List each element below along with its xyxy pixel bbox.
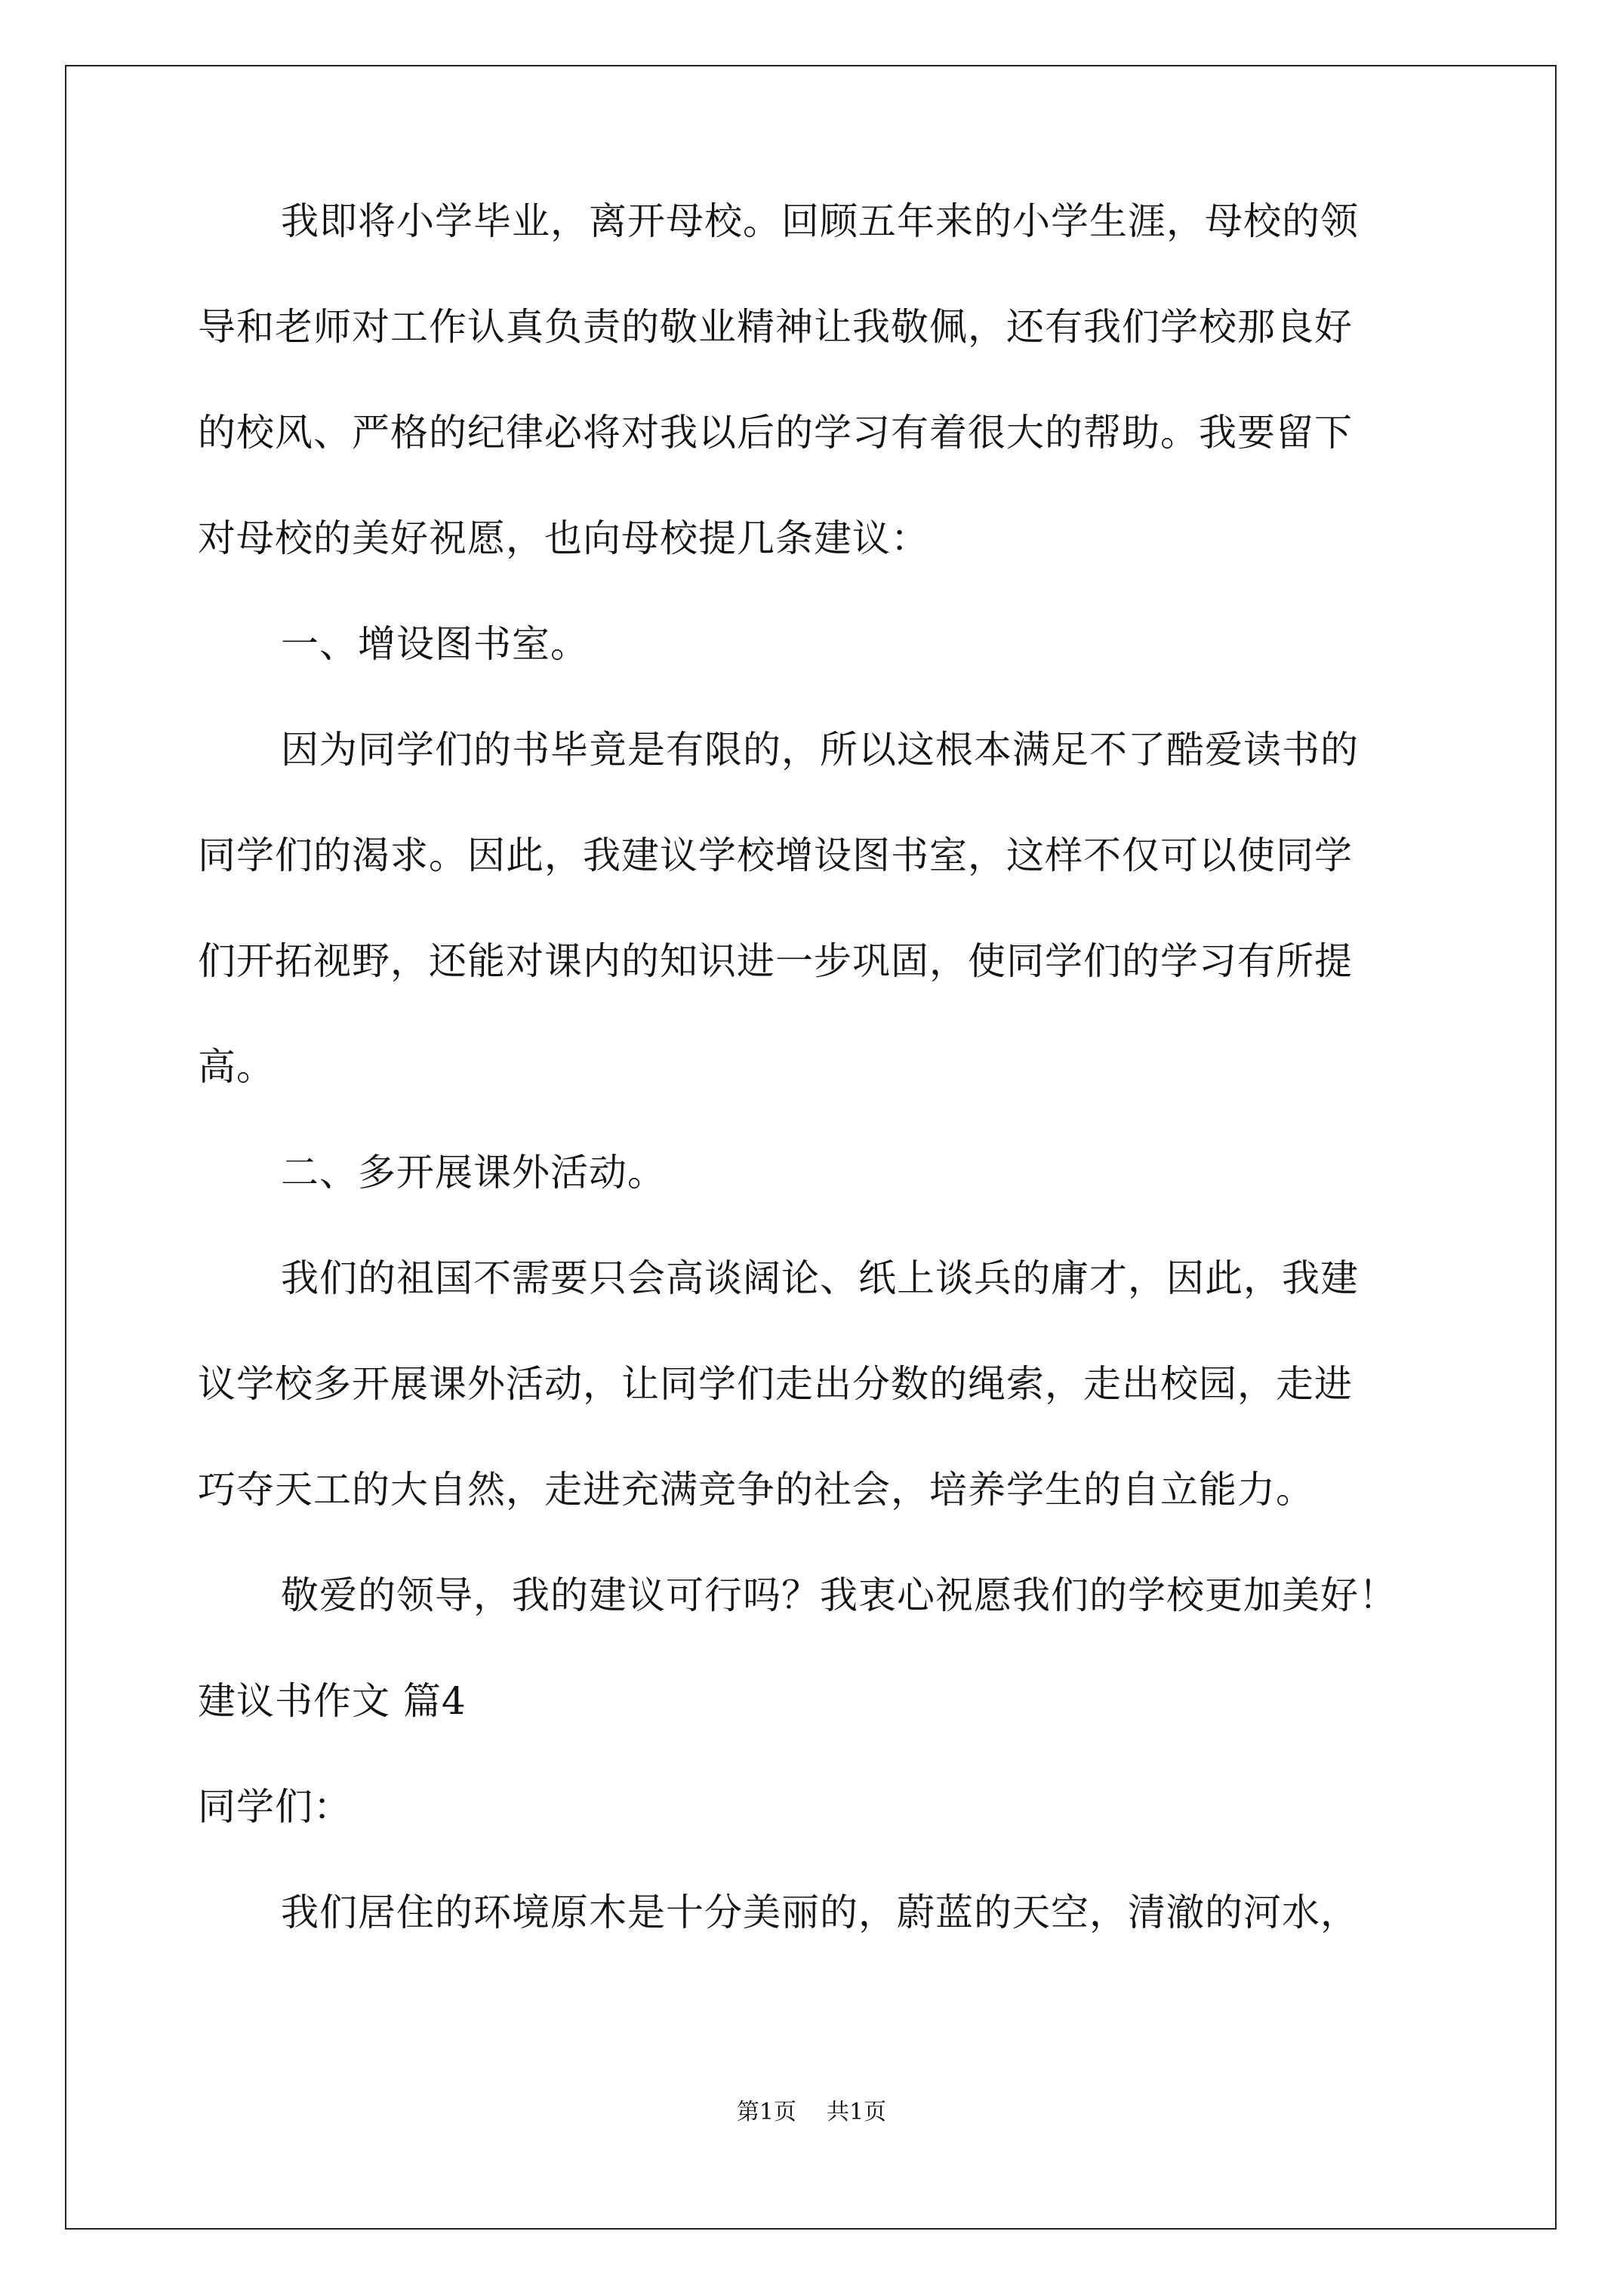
section-heading: 二、多开展课外活动。 — [281, 1151, 666, 1194]
paragraph-line: 议学校多开展课外活动，让同学们走出分数的绳索，走出校园，走进 — [198, 1362, 1353, 1406]
paragraph-line: 对母校的美好祝愿，也向母校提几条建议： — [198, 516, 929, 560]
paragraph-line: 我即将小学毕业，离开母校。回顾五年来的小学生涯，母校的领 — [281, 199, 1359, 243]
page-total: 共1页 — [827, 2099, 887, 2125]
page-number: 第1页 — [736, 2099, 796, 2125]
essay-title: 建议书作文 篇4 — [198, 1679, 467, 1723]
paragraph-line: 敬爱的领导，我的建议可行吗？我衷心祝愿我们的学校更加美好！ — [281, 1573, 1397, 1617]
paragraph-line: 导和老师对工作认真负责的敬业精神让我敬佩，还有我们学校那良好 — [198, 305, 1353, 349]
paragraph-line: 们开拓视野，还能对课内的知识进一步巩固，使同学们的学习有所提 — [198, 939, 1353, 983]
section-heading: 一、增设图书室。 — [281, 622, 589, 666]
paragraph-line: 我们的祖国不需要只会高谈阔论、纸上谈兵的庸才，因此，我建 — [281, 1256, 1359, 1300]
paragraph-line: 同学们的渴求。因此，我建议学校增设图书室，这样不仅可以使同学 — [198, 834, 1353, 877]
paragraph-line: 高。 — [198, 1045, 275, 1089]
paragraph-line: 巧夺天工的大自然，走进充满竞争的社会，培养学生的自立能力。 — [198, 1468, 1314, 1512]
paragraph-line: 我们居住的环境原木是十分美丽的，蔚蓝的天空，清澈的河水， — [281, 1891, 1359, 1934]
page-footer — [0, 2097, 1623, 2128]
paragraph-line: 的校风、严格的纪律必将对我以后的学习有着很大的帮助。我要留下 — [198, 411, 1353, 455]
paragraph-line: 因为同学们的书毕竟是有限的，所以这根本满足不了酷爱读书的 — [281, 728, 1359, 772]
salutation: 同学们： — [198, 1785, 352, 1829]
